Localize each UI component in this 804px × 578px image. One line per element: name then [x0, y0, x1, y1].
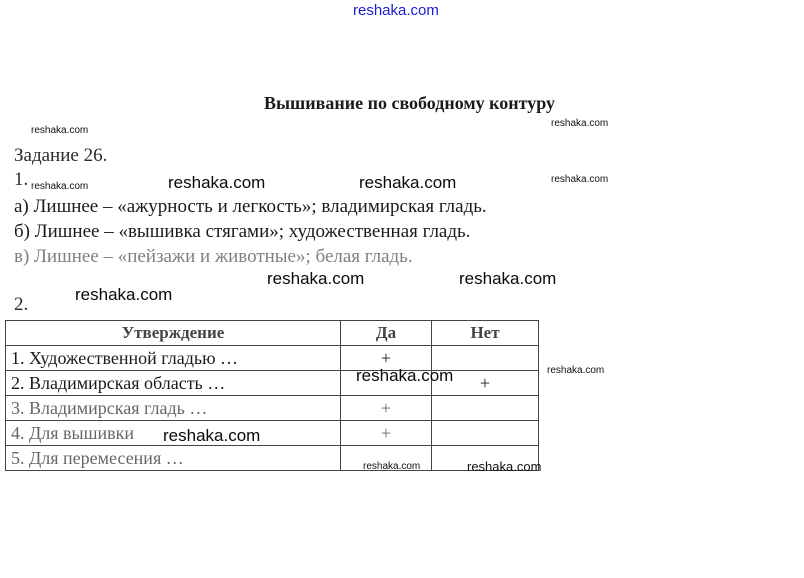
watermark-large: reshaka.com: [75, 285, 173, 304]
table-row: [6, 396, 539, 421]
no-mark: [432, 396, 539, 421]
watermark-small: reshaka.com: [551, 174, 609, 185]
statement-cell: 2. Владимирская область …: [6, 371, 341, 396]
task-label: Задание 26.: [14, 145, 108, 166]
watermark-small: reshaka.com: [547, 365, 605, 376]
table-row: [6, 346, 539, 371]
yes-mark: +: [341, 346, 432, 371]
statement-cell: 3. Владимирская гладь …: [6, 396, 341, 421]
statement-cell: 5. Для перемесения …: [6, 446, 341, 471]
watermark-large: reshaka.com: [168, 173, 266, 192]
table-header-row: [6, 321, 539, 346]
header-statement: Утверждение: [6, 321, 341, 346]
statements-table: [5, 320, 539, 471]
table-row: [6, 371, 539, 396]
statement-cell: 1. Художественной гладью …: [6, 346, 341, 371]
answer-line-c: в) Лишнее – «пейзажи и животные»; белая гладь.: [14, 246, 413, 267]
header-yes: Да: [341, 321, 432, 346]
page-title: Вышивание по свободному контуру: [264, 93, 556, 113]
watermark-medium: reshaka.com: [467, 459, 542, 474]
watermark-large: reshaka.com: [163, 426, 261, 445]
watermark-large: reshaka.com: [459, 269, 557, 288]
table-row: [6, 421, 539, 446]
watermark-large: reshaka.com: [359, 173, 457, 192]
yes-mark: +: [341, 396, 432, 421]
watermark-small: reshaka.com: [31, 125, 89, 136]
no-mark: +: [432, 371, 539, 396]
answer-line-b: б) Лишнее – «вышивка стягами»; художественная гладь.: [14, 221, 471, 242]
answer-line-a: а) Лишнее – «ажурность и легкость»; владимирская гладь.: [14, 196, 487, 217]
part2-label: 2.: [14, 294, 29, 315]
no-mark: [432, 421, 539, 446]
statement-cell: 4. Для вышивки: [6, 421, 341, 446]
watermark-small: reshaka.com: [551, 118, 609, 129]
watermark-small: reshaka.com: [31, 181, 89, 192]
watermark-large: reshaka.com: [356, 366, 454, 385]
part1-label: 1.: [14, 169, 29, 190]
watermark-small: reshaka.com: [363, 461, 421, 472]
watermark-large: reshaka.com: [267, 269, 365, 288]
table-row: [6, 446, 539, 471]
site-watermark-header[interactable]: reshaka.com: [353, 2, 439, 19]
header-no: Нет: [432, 321, 539, 346]
yes-mark: +: [341, 421, 432, 446]
